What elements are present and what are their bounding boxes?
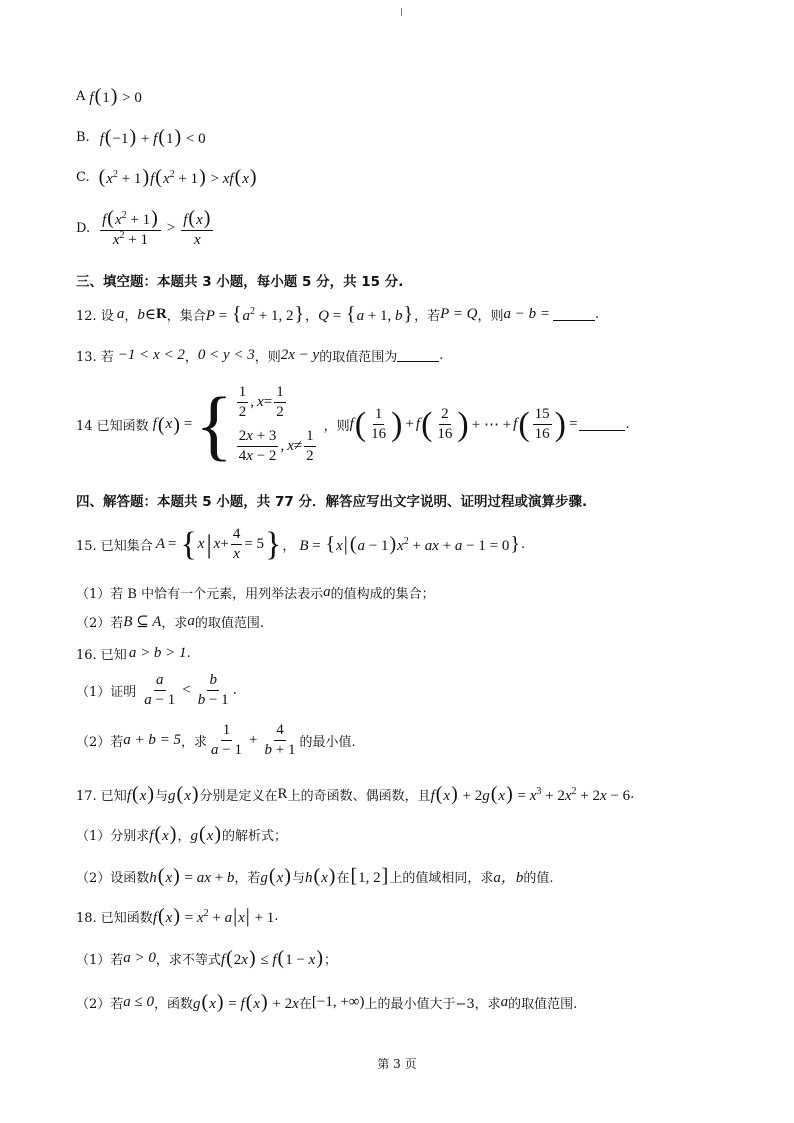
q17-p2-if: ，若 bbox=[234, 871, 261, 886]
q14-number: 14 已知函数 bbox=[76, 419, 149, 434]
option-c-formula: $(x^2 + 1)f(x^2 + 1) > xf(x)$ bbox=[98, 166, 257, 188]
q12-set-text: ，集合 bbox=[166, 309, 206, 324]
option-a-formula: f(1) > 0 bbox=[89, 85, 142, 107]
q17-p1-sep: ， bbox=[177, 829, 191, 844]
q16-number: 16. 已知 bbox=[76, 648, 127, 663]
q17-and: 与 bbox=[155, 789, 169, 804]
q12-comma2: ， bbox=[305, 309, 319, 324]
q18-p1-cond: a > 0 bbox=[123, 950, 156, 966]
q17-number: 17. 已知 bbox=[76, 789, 127, 804]
option-a bbox=[76, 86, 142, 107]
q12-if: ，若 bbox=[414, 309, 441, 324]
q15-set-B: B = {x| $(a - 1)x^2$ + ax + a − 1 = 0} bbox=[299, 533, 520, 556]
q12-end: . bbox=[595, 307, 600, 322]
q17-p2-h2: h(x) bbox=[304, 865, 336, 887]
q18-f: $f(x) = x^2 + a|x| + 1$ bbox=[152, 905, 275, 927]
q13-then: ，则 bbox=[254, 350, 281, 365]
option-c bbox=[76, 167, 258, 188]
q16-p2-ask: ，求 bbox=[181, 735, 208, 751]
option-a-label: A bbox=[76, 89, 86, 104]
option-d-formula: $\frac{f(x^2 + 1)}{x^2 + 1}$ > $\frac{f(x)}{x}$ bbox=[98, 208, 215, 250]
q15-p2-text: （2）若 bbox=[76, 616, 124, 631]
q17-defined: 分别是定义在 bbox=[199, 789, 278, 804]
q18-p1-end: ； bbox=[324, 953, 338, 968]
question-12 bbox=[76, 304, 599, 325]
section-solve-heading: 四、解答题：本题共 5 小题，共 77 分．解答应写出文字说明、证明过程或演算步骤. bbox=[76, 494, 588, 510]
question-17 bbox=[76, 784, 634, 805]
q16-p1-end: . bbox=[232, 683, 237, 699]
q18-part-1 bbox=[76, 948, 337, 969]
q18-p2-text: （2）若 bbox=[76, 997, 124, 1012]
q14-sum: f ( $\frac{1}{16}$ ) + f ( $\frac{2}{16}$ ) + ⋯ + f ( $\frac{15}{16}$ ) = bbox=[349, 405, 578, 443]
q17-g: g(x) bbox=[168, 783, 199, 805]
option-d-label: D. bbox=[76, 221, 91, 237]
q14-end: . bbox=[625, 417, 630, 432]
option-d bbox=[76, 208, 215, 250]
q13-answer-blank[interactable] bbox=[397, 349, 439, 362]
q13-end: . bbox=[439, 348, 444, 363]
q16-end: . bbox=[186, 646, 191, 661]
q12-a: a bbox=[116, 306, 125, 322]
q17-p1-text: （1）分别求 bbox=[76, 829, 150, 844]
q12-answer-blank[interactable] bbox=[553, 308, 595, 321]
q17-p2-interval: [1, 2] bbox=[350, 865, 389, 887]
question-14 bbox=[76, 380, 630, 468]
question-16 bbox=[76, 644, 191, 663]
section-fill-blank-heading: 三、填空题：本题共 3 小题，每小题 5 分，共 15 分. bbox=[76, 274, 404, 290]
q18-p2-tail: 的取值范围. bbox=[508, 997, 578, 1012]
option-b bbox=[76, 127, 206, 148]
q16-p1-text: （1）证明 bbox=[76, 685, 137, 701]
q12-then: ，则 bbox=[477, 309, 504, 324]
q15-set-A: A = { x | x + $\frac{4}{x}$ = 5 } bbox=[155, 525, 282, 563]
q16-part-2 bbox=[76, 722, 356, 760]
q12-number: 12. 设 bbox=[76, 309, 114, 324]
q15-number: 15. 已知集合 bbox=[76, 539, 153, 555]
q17-p2-ab: a，b bbox=[493, 870, 524, 886]
q16-p2-text: （2）若 bbox=[76, 735, 124, 751]
q15-p1-tail: 的值构成的集合； bbox=[330, 587, 435, 602]
q18-p2-cond: a ≤ 0 bbox=[123, 994, 155, 1010]
q17-p2-h: h(x) = ax + b bbox=[149, 865, 235, 887]
q18-p2-a: a bbox=[500, 994, 509, 1010]
q15-p2-a: a bbox=[187, 613, 195, 629]
q14-then: ，则 bbox=[323, 419, 350, 434]
q18-p1-inequality: f(2x) ≤ f(1 − x) bbox=[220, 947, 323, 969]
q12-comma: ， bbox=[124, 309, 138, 324]
q15-p2-cond: B ⊆ A bbox=[123, 614, 162, 630]
q12-set-Q: Q = {a + 1, b} bbox=[318, 303, 414, 325]
q17-p1-tail: 的解析式； bbox=[222, 829, 288, 844]
q18-p1-text: （1）若 bbox=[76, 953, 124, 968]
q17-p1-g: g(x) bbox=[190, 823, 221, 845]
q13-tail: 的取值范围为 bbox=[319, 350, 398, 365]
q12-expr: a − b = bbox=[503, 306, 551, 322]
q15-end: . bbox=[520, 537, 526, 553]
q17-end: . bbox=[630, 787, 635, 802]
q18-p2-func: ，函数 bbox=[154, 997, 194, 1012]
q15-part-2 bbox=[76, 612, 264, 631]
q17-f: f(x) bbox=[126, 783, 154, 805]
option-c-label: C. bbox=[76, 170, 90, 185]
question-13 bbox=[76, 346, 443, 365]
q16-p2-tail: 的最小值. bbox=[299, 735, 356, 751]
q13-sep: ， bbox=[184, 350, 198, 365]
question-15 bbox=[76, 526, 525, 564]
q16-p2-expr: $\frac{1}{a - 1}$ + $\frac{4}{b + 1}$ bbox=[211, 722, 296, 759]
q18-p2-range: 上的最小值大于−3，求 bbox=[364, 997, 501, 1012]
page-number: 第 3 页 bbox=[377, 1057, 417, 1071]
q14-piecewise: f ( x ) = { $\frac{1}{2}$ , x = $\frac{1}{2}$ $\frac{2x + 3}{4x - 2}$ , x ≠ $\frac{1}{2}$ bbox=[152, 380, 314, 468]
q15-part-1 bbox=[76, 583, 435, 602]
q16-cond: a > b > 1 bbox=[128, 645, 187, 661]
q17-equation: $f(x) + 2g(x) = x^3 + 2x^2 + 2x - 6$ bbox=[430, 783, 631, 805]
question-18 bbox=[76, 906, 278, 927]
q18-p2-on: 在 bbox=[298, 997, 312, 1012]
q12-R: R bbox=[155, 306, 167, 322]
q15-sep: ， bbox=[282, 539, 296, 555]
q17-p2-text: （2）设函数 bbox=[76, 871, 150, 886]
q13-expr: 2x − y bbox=[280, 347, 320, 363]
q17-p2-g: g(x) bbox=[260, 865, 291, 887]
q17-part-1 bbox=[76, 824, 287, 845]
q17-p1-f: f(x) bbox=[149, 823, 177, 845]
page-top-mark bbox=[401, 8, 402, 16]
q17-p2-tail: 的值. bbox=[523, 871, 554, 886]
q16-part-1 bbox=[76, 672, 237, 710]
q18-p1-ask: ，求不等式 bbox=[155, 953, 221, 968]
q16-p2-cond: a + b = 5 bbox=[123, 732, 182, 749]
q13-cond-x: −1 < x < 2 bbox=[117, 347, 185, 363]
q17-p2-and: 与 bbox=[291, 871, 305, 886]
q14-answer-blank[interactable] bbox=[579, 418, 625, 431]
q12-b: b∈ bbox=[137, 307, 156, 323]
q15-p1-text: （1）若 B 中恰有一个元素，用列举法表示 bbox=[76, 587, 324, 602]
q17-odd-even: 上的奇函数、偶函数，且 bbox=[287, 789, 431, 804]
q17-part-2 bbox=[76, 866, 554, 887]
q18-end: . bbox=[274, 909, 279, 924]
q15-p2-tail: 的取值范围. bbox=[194, 616, 265, 631]
q12-condition: P = Q bbox=[440, 306, 478, 322]
q16-p1-inequality: $\frac{a}{a - 1}$ < $\frac{b}{b - 1}$ bbox=[144, 672, 229, 709]
option-b-formula: f(−1) + f(1) < 0 bbox=[99, 126, 206, 148]
q15-p2-ask: ，求 bbox=[161, 616, 188, 631]
q17-p2-on: 在 bbox=[336, 871, 350, 886]
q13-cond-y: 0 < y < 3 bbox=[197, 347, 255, 363]
q18-part-2 bbox=[76, 992, 577, 1013]
q13-number: 13. 若 bbox=[76, 350, 114, 365]
q18-p2-interval: [−1, +∞) bbox=[311, 994, 365, 1010]
q12-set-P: $P = \{a^2 + 1$, 2} bbox=[205, 303, 305, 325]
q17-p2-range: 上的值域相同，求 bbox=[389, 871, 494, 886]
q17-R: R bbox=[277, 786, 288, 802]
q15-p1-a: a bbox=[323, 584, 331, 600]
option-b-label: B. bbox=[76, 130, 90, 145]
q18-p2-g: g(x) = f(x) + 2x bbox=[193, 991, 299, 1013]
q18-number: 18. 已知函数 bbox=[76, 911, 153, 926]
